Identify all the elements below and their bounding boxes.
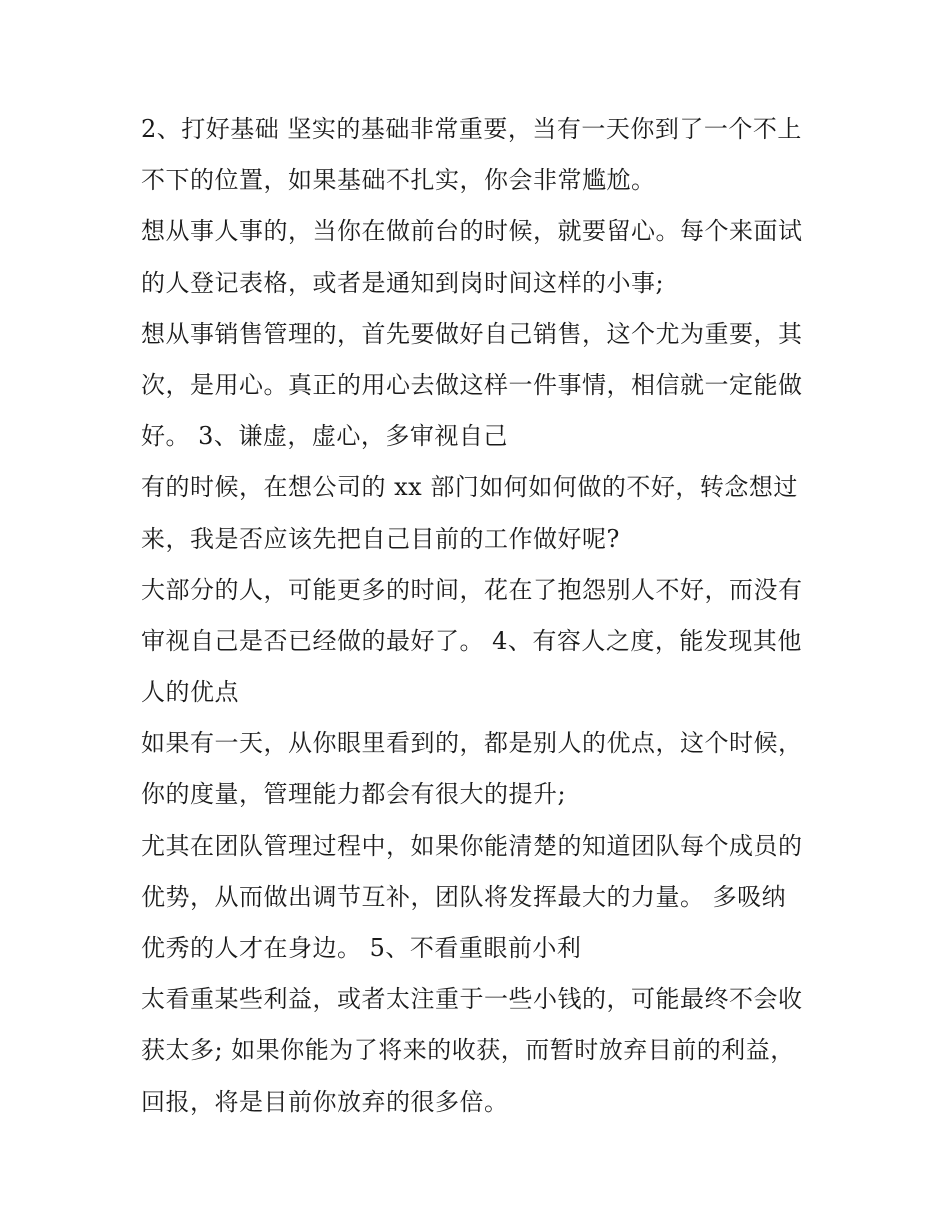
text-line: 2、打好基础 坚实的基础非常重要，当有一天你到了一个不上 [141,115,802,143]
text-line: 来，我是否应该先把自己目前的工作做好呢? [141,524,620,553]
text-line: 回报，将是目前你放弃的很多倍。 [141,1087,509,1116]
text-line: 获太多; 如果你能为了将来的收获，而暂时放弃目前的利益， [141,1036,795,1065]
text-line: 太看重某些利益，或者太注重于一些小钱的，可能最终不会收 [141,985,803,1014]
text-line: 不下的位置，如果基础不扎实，你会非常尴尬。 [141,166,656,195]
text-line: 次，是用心。真正的用心去做这样一件事情，相信就一定能做 [141,370,803,399]
text-line: 大部分的人，可能更多的时间，花在了抱怨别人不好，而没有 [141,575,803,604]
text-line: 审视自己是否已经做的最好了。 4、有容人之度，能发现其他 [141,626,802,655]
text-line: 有的时候，在想公司的 xx 部门如何如何做的不好，转念想过 [141,473,798,502]
document-body [141,104,821,1128]
text-line: 优势，从而做出调节互补，团队将发挥最大的力量。 多吸纳 [141,882,787,911]
text-line: 你的度量，管理能力都会有很大的提升; [141,780,567,809]
text-line: 如果有一天，从你眼里看到的，都是别人的优点，这个时候， [141,729,803,758]
text-line: 优秀的人才在身边。 5、不看重眼前小利 [141,934,582,962]
text-line: 好。 3、谦虚，虚心，多审视自己 [141,422,508,451]
text-line: 的人登记表格，或者是通知到岗时间这样的小事; [141,268,665,297]
text-line: 人的优点 [141,678,239,707]
text-line: 想从事销售管理的，首先要做好自己销售，这个尤为重要，其 [141,319,803,348]
text-line: 尤其在团队管理过程中，如果你能清楚的知道团队每个成员的 [141,831,803,860]
text-line: 想从事人事的，当你在做前台的时候，就要留心。每个来面试 [141,217,803,246]
